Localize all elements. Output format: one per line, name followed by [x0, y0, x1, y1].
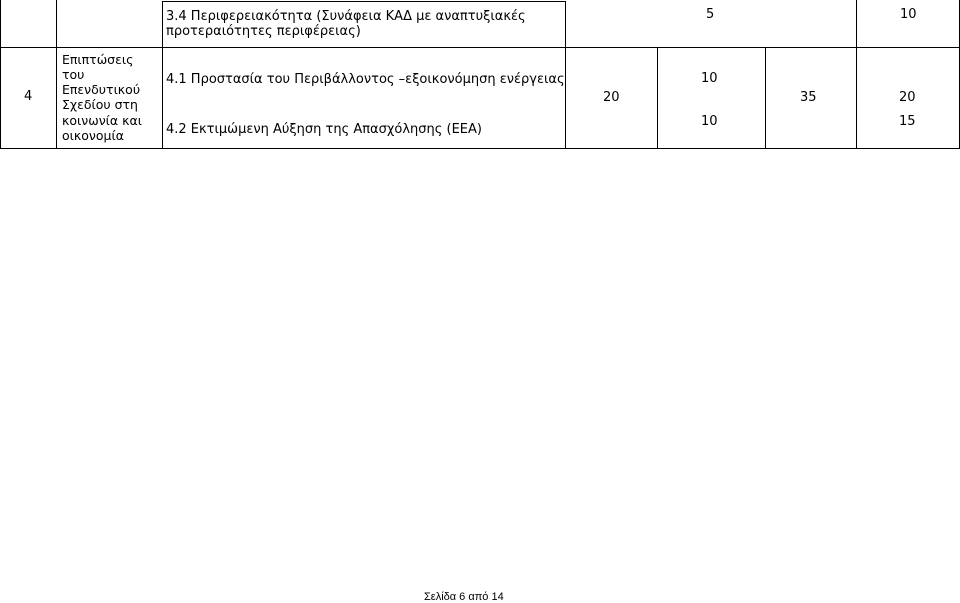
score-cell: 10 — [701, 71, 718, 86]
table-border — [657, 47, 658, 149]
score-cell: 15 — [899, 114, 916, 129]
criterion-title-line: 3.4 Περιφερειακότητα (Συνάφεια ΚΑΔ με αναπτυξιακές — [166, 9, 526, 24]
score-cell: 20 — [603, 90, 620, 105]
table-border — [0, 148, 960, 149]
table-border — [162, 1, 565, 2]
page-footer: Σελίδα 6 από 14 — [424, 591, 504, 603]
table-border — [0, 0, 1, 149]
category-line: Επενδυτικού — [62, 82, 141, 97]
table-border — [0, 47, 960, 48]
category-line: Σχεδίου στη — [62, 97, 138, 112]
score-cell: 35 — [800, 90, 817, 105]
row-number: 4 — [24, 89, 33, 104]
table-border — [56, 0, 57, 149]
table-border — [565, 1, 566, 149]
table-border — [765, 47, 766, 149]
category-line: Επιπτώσεις — [62, 52, 134, 67]
score-cell: 10 — [701, 114, 718, 129]
criterion-title-line: προτεραιότητες περιφέρειας) — [166, 24, 361, 39]
criterion-item-label: 4.2 Εκτιμώμενη Αύξηση της Απασχόλησης (ΕΕΑ) — [166, 122, 482, 137]
category-line: κοινωνία και — [62, 113, 142, 128]
category-line: του — [62, 67, 85, 82]
score-cell: 10 — [900, 7, 917, 22]
category-line: οικονομία — [62, 128, 124, 143]
score-cell: 20 — [899, 90, 916, 105]
table-border — [162, 1, 163, 149]
table-border — [856, 0, 857, 149]
score-cell: 5 — [706, 7, 715, 22]
criterion-item-label: 4.1 Προστασία του Περιβάλλοντος –εξοικονόμηση ενέργειας — [166, 72, 565, 87]
